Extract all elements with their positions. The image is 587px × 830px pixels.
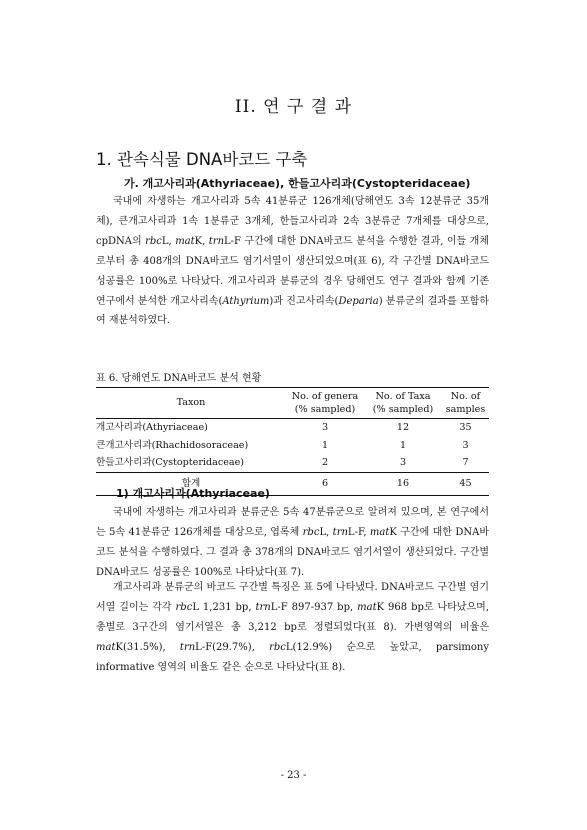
barcode-analysis-table	[96, 387, 489, 496]
table-row	[96, 454, 489, 472]
table-header-row	[96, 388, 489, 419]
table-row	[96, 419, 489, 437]
cell-taxon: 개고사리과(Athyriaceae)	[96, 422, 208, 433]
header-samples: No. of samples	[445, 390, 486, 415]
paragraph-1: 국내에 자생하는 개고사리과 5속 41분류군 126개체(당해연도 3속 12분류군 35개체), 큰개고사리과 1속 1분류군 3개체, 한들고사리과 2속 3분류군 7개체를 대상으로, cpDNA의 rbcL, matK, trnL-F 구간에 대한 DNA바코드 분석을 수행한 결과, 이들 개체로부터 총 408개의 DNA바코드 염기서열이 생산되었으며(표 6), 각 구간별 DNA바코드 성공률은 100%로 나타났다. 개고사리과 분류군의 경우 당해연도 연구 결과와 함께 기존 연구에서 분석한 개고사리속(Athyrium)과 진고사리속(Deparia) 분류군의 결과를 포함하여 재분석하였다.	[96, 196, 489, 327]
cell-taxon: 큰개고사리과(Rhachidosoraceae)	[96, 439, 249, 451]
section-title: 1. 관속식물 DNA바코드 구축	[96, 150, 308, 169]
header-taxon: Taxon	[176, 397, 206, 409]
cell-total-genera: 6	[286, 472, 364, 495]
paragraph-2: 국내에 자생하는 개고사리과 분류군은 5속 47분류군으로 알려져 있으며, 본 연구에서는 5속 41분류군 126개체를 대상으로, 엽록체 rbcL, trnL-F, matK 구간에 대한 DNA바코드 분석을 수행하였다. 그 결과 총 378개의 DNA바코드 염기서열이 생산되었다. 구간별 DNA바코드 성공률은 100%로 나타났다(표 7).	[96, 507, 489, 578]
cell-taxa: 12	[396, 422, 410, 433]
cell-taxa: 3	[399, 457, 407, 468]
subsubsection-title: 1) 개고사리과(Athyriaceae)	[116, 487, 270, 500]
cell-taxon: 한들고사리과(Cystopteridaceae)	[96, 457, 245, 468]
table-caption: 표 6. 당해연도 DNA바코드 분석 현황	[96, 373, 262, 384]
cell-samples: 35	[459, 422, 472, 433]
subsection-title: 가. 개고사리과(Athyriaceae), 한들고사리과(Cystopteridaceae)	[124, 177, 471, 190]
cell-samples: 3	[462, 439, 469, 451]
cell-total-label: 합계	[96, 472, 286, 495]
page-number: - 23 -	[280, 770, 307, 781]
header-taxa: No. of Taxa (% sampled)	[372, 390, 434, 415]
chapter-title: II. 연 구 결 과	[234, 97, 353, 117]
cell-total-taxa: 16	[364, 472, 442, 495]
table-row	[96, 437, 489, 455]
cell-taxa: 1	[399, 439, 407, 451]
cell-genera: 1	[321, 439, 329, 451]
cell-total-samples: 45	[442, 472, 489, 495]
paragraph-3: 개고사리과 분류군의 바코드 구간별 특징은 표 5에 나타냈다. DNA바코드 구간별 염기서열 길이는 각각 rbcL 1,231 bp, trnL-F 897-937 bp, matK 968 bp로 나타났으며, 총별로 3구간의 염기서열은 총 3,212 bp로 정렬되었다(표 8). 가변영역의 비율은 matK(31.5%), trnL-F(29.7%), rbcL(12.9%) 순으로 높았고, parsimony informative 영역의 비율도 같은 순으로 나타났다(표 8).	[96, 582, 490, 673]
header-genera: No. of genera (% sampled)	[291, 390, 359, 415]
cell-samples: 7	[462, 457, 469, 468]
cell-genera: 3	[321, 422, 329, 433]
cell-genera: 2	[321, 457, 329, 468]
